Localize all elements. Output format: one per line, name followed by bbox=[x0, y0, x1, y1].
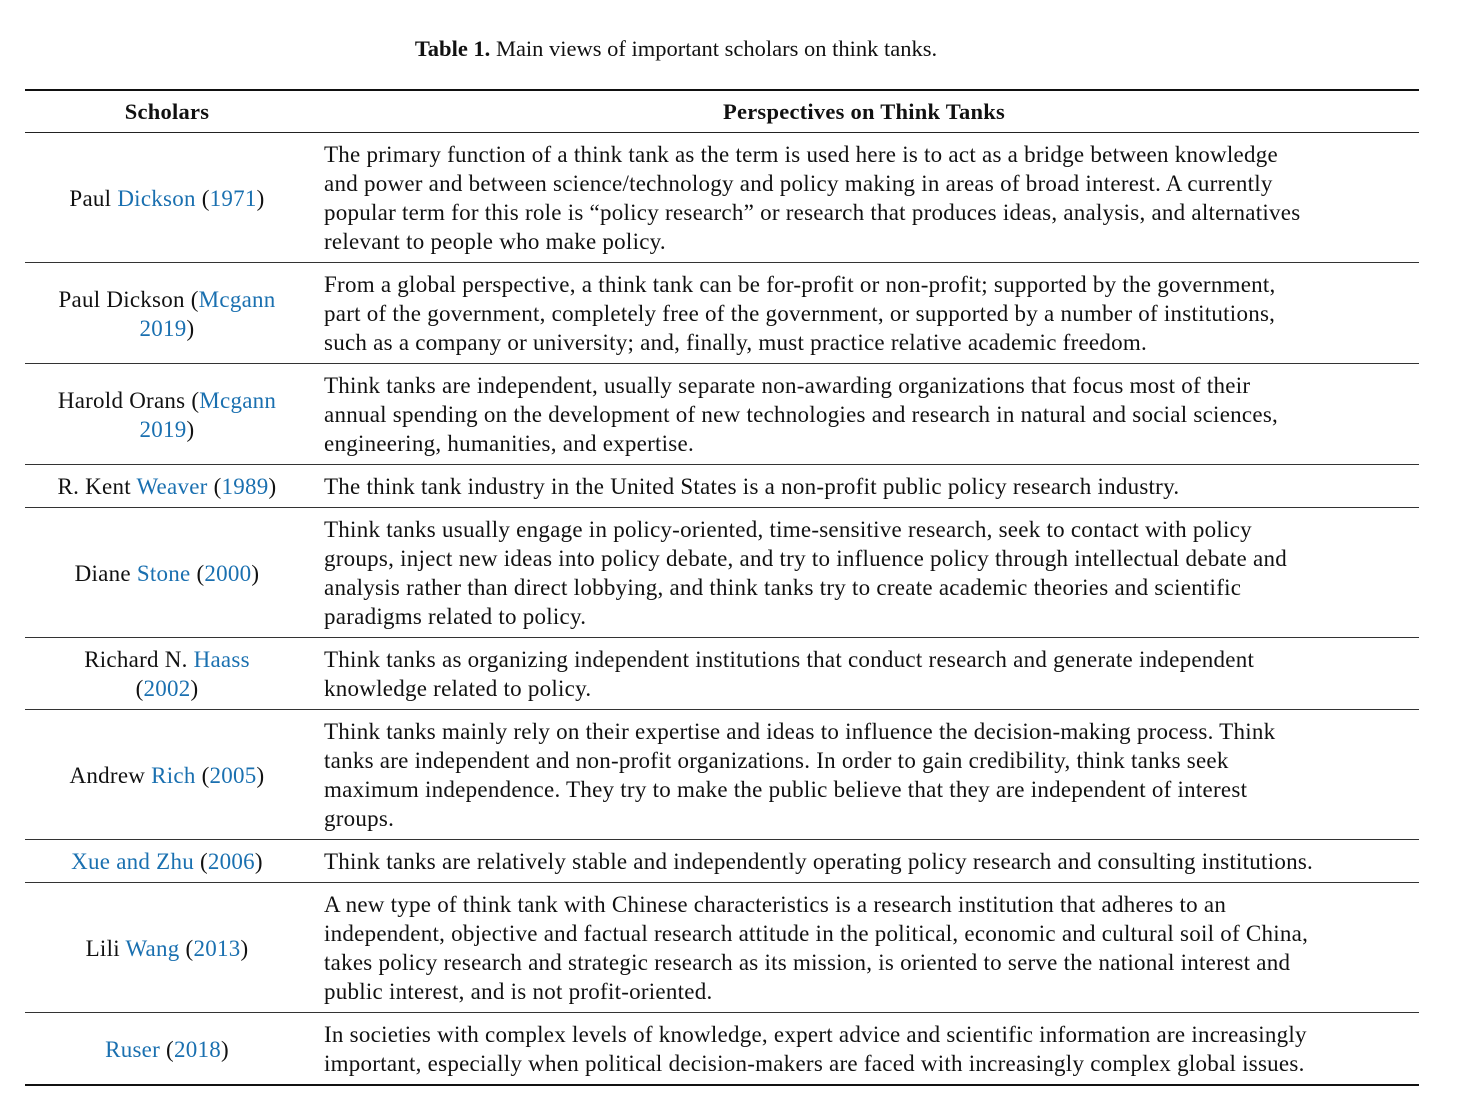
perspective-line: such as a company or university; and, finally, must practice relative academic freedom. bbox=[324, 330, 1148, 355]
perspective-line: The think tank industry in the United States is a non-profit public policy research industry. bbox=[324, 474, 1180, 499]
citation-link[interactable]: Xue and Zhu bbox=[71, 849, 194, 874]
caption-text: Main views of important scholars on think tanks. bbox=[490, 36, 938, 61]
scholar-text: Richard N. bbox=[84, 647, 194, 672]
citation-link[interactable]: Dickson bbox=[117, 185, 196, 211]
table-row bbox=[25, 508, 1419, 638]
citation-link[interactable]: Rich bbox=[151, 762, 196, 788]
perspective-line: Think tanks usually engage in policy-oriented, time-sensitive research, seek to contact with policy bbox=[324, 517, 1252, 542]
citation-link[interactable]: Wang bbox=[125, 935, 180, 961]
scholar-text: ( bbox=[135, 676, 144, 701]
scholar-cell bbox=[25, 263, 309, 364]
scholar-text: ( bbox=[207, 474, 222, 499]
scholar-text: Harold Orans ( bbox=[57, 387, 200, 413]
scholar-text: ( bbox=[195, 762, 210, 788]
perspective-cell bbox=[309, 638, 1419, 710]
perspective-line: and power and between science/technology and policy making in areas of broad interest. A currently bbox=[324, 171, 1273, 196]
perspective-line: analysis rather than direct lobbying, and think tanks try to create academic theories and scientific bbox=[324, 575, 1242, 600]
scholar-text: ) bbox=[190, 676, 199, 701]
citation-link[interactable]: Mcgann bbox=[198, 286, 276, 312]
perspective-cell bbox=[309, 465, 1419, 508]
perspective-line: popular term for this role is “policy research” or research that produces ideas, analysis, and alternatives bbox=[324, 200, 1301, 225]
citation-link[interactable]: 2000 bbox=[204, 560, 252, 586]
caption-label: Table 1. bbox=[414, 36, 491, 61]
citation-link[interactable]: 2006 bbox=[207, 849, 255, 874]
scholar-text: ) bbox=[220, 1036, 229, 1062]
scholar-text: ) bbox=[251, 560, 260, 586]
citation-link[interactable]: 2018 bbox=[173, 1036, 221, 1062]
perspective-line: In societies with complex levels of knowledge, expert advice and scientific information are increasingly bbox=[324, 1022, 1307, 1047]
citation-link[interactable]: 2005 bbox=[209, 762, 257, 788]
citation-link[interactable]: Weaver bbox=[136, 474, 208, 499]
citation-link[interactable]: 1971 bbox=[209, 185, 257, 211]
scholar-text: Diane bbox=[74, 560, 137, 586]
header-perspectives: Perspectives on Think Tanks bbox=[722, 98, 1006, 124]
perspective-line: important, especially when political decision-makers are faced with increasingly complex global issues. bbox=[324, 1051, 1305, 1076]
perspective-line: paradigms related to policy. bbox=[324, 604, 587, 629]
scholar-text: ) bbox=[256, 185, 265, 211]
perspective-line: groups. bbox=[324, 806, 395, 831]
perspective-cell bbox=[309, 263, 1419, 364]
scholar-text: R. Kent bbox=[57, 474, 137, 499]
citation-link[interactable]: 2002 bbox=[143, 676, 191, 701]
table-body bbox=[25, 133, 1419, 1086]
scholar-cell bbox=[25, 638, 309, 710]
scholar-cell bbox=[25, 883, 309, 1013]
perspective-cell bbox=[309, 710, 1419, 840]
perspective-cell bbox=[309, 133, 1419, 263]
perspective-line: Think tanks as organizing independent institutions that conduct research and generate independent bbox=[324, 647, 1255, 672]
perspective-line: part of the government, completely free of the government, or supported by a number of institutions, bbox=[324, 301, 1276, 326]
scholar-text: ( bbox=[190, 560, 205, 586]
scholar-cell bbox=[25, 364, 309, 465]
scholar-text: ( bbox=[193, 849, 208, 874]
table-header-row bbox=[25, 90, 1419, 133]
perspective-cell bbox=[309, 840, 1419, 883]
scholar-text: Lili bbox=[85, 935, 126, 961]
scholar-text: ( bbox=[160, 1036, 174, 1062]
table-row bbox=[25, 638, 1419, 710]
scholar-text: ) bbox=[256, 762, 265, 788]
scholar-text: Andrew bbox=[69, 762, 152, 788]
perspective-line: independent, objective and factual research attitude in the political, economic and cultural soil of China, bbox=[324, 921, 1309, 946]
scholar-cell bbox=[25, 710, 309, 840]
scholar-text: ( bbox=[179, 935, 194, 961]
scholar-text: ) bbox=[254, 849, 263, 874]
scholar-text: ) bbox=[186, 416, 195, 442]
citation-link[interactable]: Stone bbox=[136, 560, 191, 586]
perspective-line: From a global perspective, a think tank can be for-profit or non-profit; supported by the government, bbox=[324, 272, 1276, 297]
perspective-line: annual spending on the development of new technologies and research in natural and social sciences, bbox=[324, 402, 1279, 427]
perspective-line: The primary function of a think tank as the term is used here is to act as a bridge between knowledge bbox=[324, 142, 1278, 167]
scholar-cell bbox=[25, 133, 309, 263]
citation-link[interactable]: 2019 bbox=[139, 416, 187, 442]
citation-link[interactable]: 2013 bbox=[193, 935, 241, 961]
scholar-text: Paul Dickson ( bbox=[58, 286, 199, 312]
table-row bbox=[25, 465, 1419, 508]
table-row bbox=[25, 364, 1419, 465]
perspective-line: engineering, humanities, and expertise. bbox=[324, 431, 694, 456]
perspective-line: groups, inject new ideas into policy debate, and try to influence policy through intellectual debate and bbox=[324, 546, 1287, 571]
scholar-text: ( bbox=[195, 185, 210, 211]
table-caption bbox=[0, 36, 1352, 62]
table-row bbox=[25, 710, 1419, 840]
citation-link[interactable]: Mcgann bbox=[199, 387, 277, 413]
citation-link[interactable]: 1989 bbox=[221, 474, 269, 499]
scholar-text: Paul bbox=[69, 185, 118, 211]
scholar-text: ) bbox=[268, 474, 277, 499]
scholar-text: ) bbox=[186, 315, 195, 341]
header-scholars: Scholars bbox=[124, 98, 210, 124]
perspective-line: tanks are independent and non-profit organizations. In order to gain credibility, think tanks seek bbox=[324, 748, 1229, 773]
perspective-line: knowledge related to policy. bbox=[324, 676, 592, 701]
citation-link[interactable]: Ruser bbox=[105, 1036, 161, 1062]
scholar-cell bbox=[25, 508, 309, 638]
citation-link[interactable]: Haass bbox=[193, 647, 250, 672]
scholar-cell bbox=[25, 465, 309, 508]
scholar-cell bbox=[25, 840, 309, 883]
perspective-line: Think tanks are relatively stable and independently operating policy research and consulting institutions. bbox=[324, 849, 1314, 874]
perspective-cell bbox=[309, 364, 1419, 465]
scholar-cell bbox=[25, 1013, 309, 1086]
perspective-line: maximum independence. They try to make the public believe that they are independent of interest bbox=[324, 777, 1248, 802]
perspective-line: relevant to people who make policy. bbox=[324, 229, 666, 254]
perspective-cell bbox=[309, 508, 1419, 638]
citation-link[interactable]: 2019 bbox=[139, 315, 187, 341]
perspective-cell bbox=[309, 1013, 1419, 1086]
scholars-table bbox=[25, 89, 1419, 1086]
scholar-text: ) bbox=[240, 935, 249, 961]
table-row bbox=[25, 263, 1419, 364]
table-row bbox=[25, 883, 1419, 1013]
perspective-line: Think tanks are independent, usually separate non-awarding organizations that focus most of their bbox=[324, 373, 1251, 398]
perspective-line: takes policy research and strategic research as its mission, is oriented to serve the national interest and bbox=[324, 950, 1291, 975]
table-row bbox=[25, 133, 1419, 263]
perspective-line: A new type of think tank with Chinese characteristics is a research institution that adheres to an bbox=[324, 892, 1227, 917]
table-row bbox=[25, 1013, 1419, 1086]
perspective-cell bbox=[309, 883, 1419, 1013]
perspective-line: public interest, and is not profit-oriented. bbox=[324, 979, 713, 1004]
table-row bbox=[25, 840, 1419, 883]
perspective-line: Think tanks mainly rely on their expertise and ideas to influence the decision-making process. Think bbox=[324, 719, 1276, 744]
